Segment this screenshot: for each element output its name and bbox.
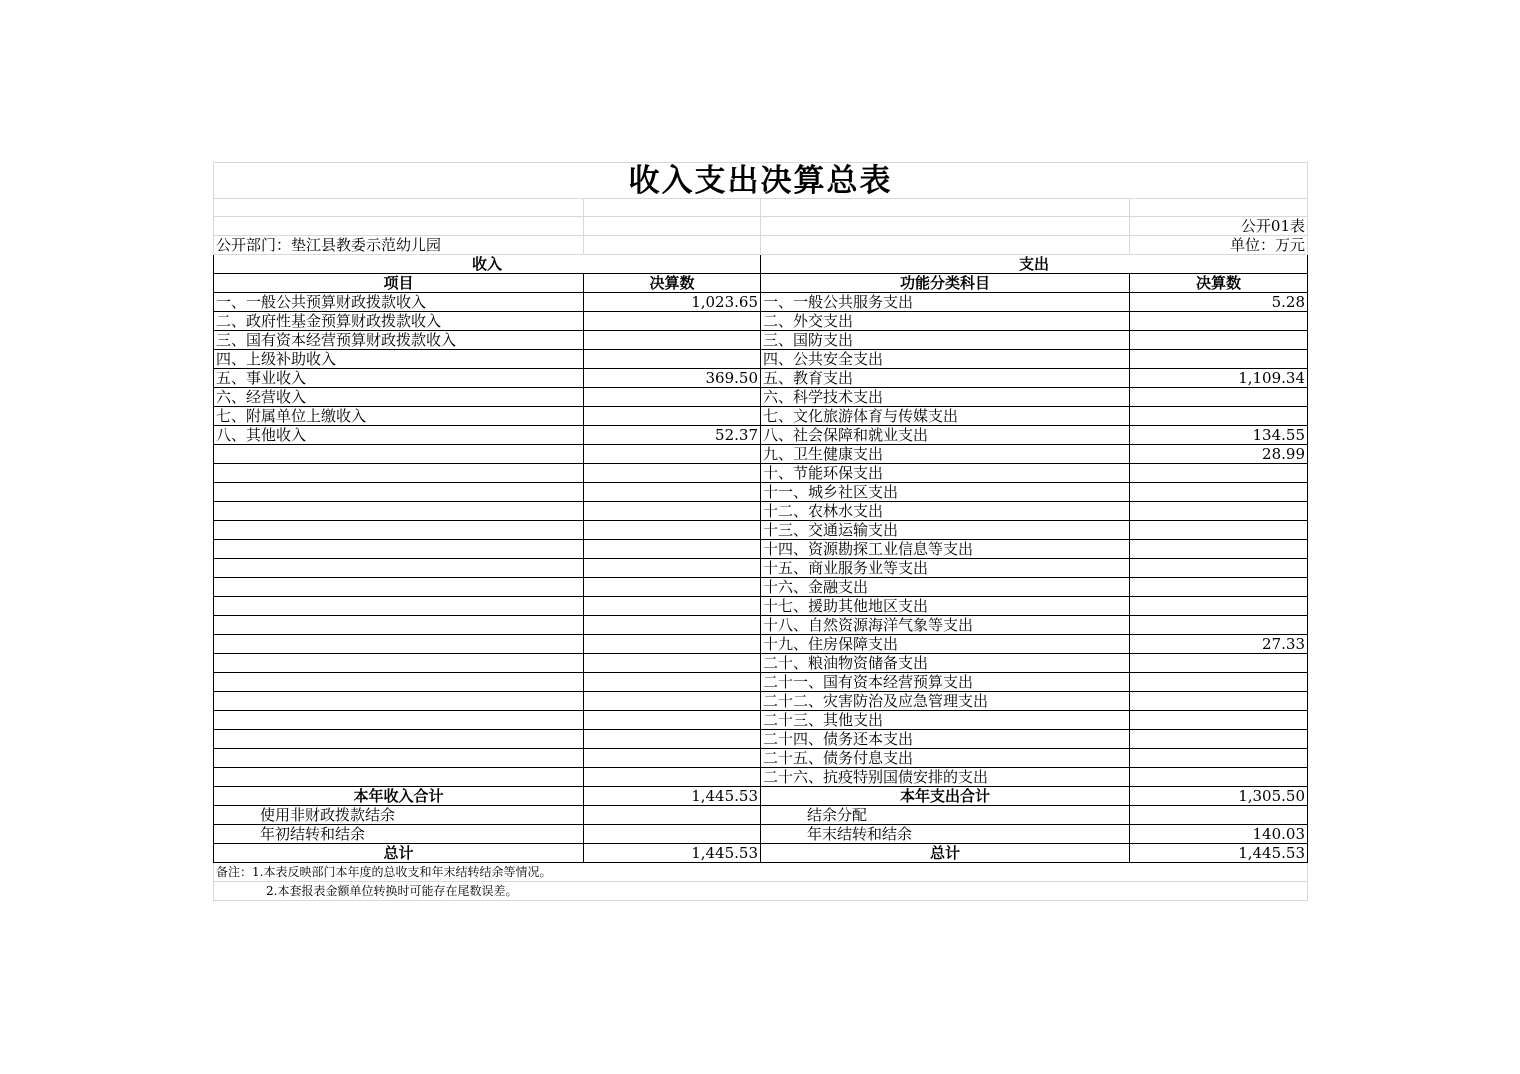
income-amount-cell — [584, 673, 761, 692]
income-item-cell — [214, 711, 584, 730]
expense-item-cell: 二、外交支出 — [761, 312, 1130, 331]
table-row — [214, 293, 1308, 312]
expense-item-cell: 十六、金融支出 — [761, 578, 1130, 597]
income-amount-cell: 52.37 — [584, 426, 761, 445]
expense-amount-cell — [1130, 711, 1308, 730]
table-row — [214, 578, 1308, 597]
income-item-cell: 三、国有资本经营预算财政拨款收入 — [214, 331, 584, 350]
table-row — [214, 331, 1308, 350]
table-row — [214, 350, 1308, 369]
income-amount-cell — [584, 502, 761, 521]
expense-item-cell: 五、教育支出 — [761, 369, 1130, 388]
income-amount-cell: 1,023.65 — [584, 293, 761, 312]
expense-amount-cell — [1130, 407, 1308, 426]
opening-balance-label: 年初结转和结余 — [214, 825, 584, 844]
summary-table — [213, 162, 1308, 901]
expense-amount-cell — [1130, 350, 1308, 369]
opening-balance-value — [584, 825, 761, 844]
closing-balance-label: 年末结转和结余 — [761, 825, 1130, 844]
expense-amount-cell: 28.99 — [1130, 445, 1308, 464]
amount-header-2: 决算数 — [1130, 274, 1308, 293]
table-row — [214, 369, 1308, 388]
expense-amount-cell: 27.33 — [1130, 635, 1308, 654]
income-item-cell: 八、其他收入 — [214, 426, 584, 445]
income-amount-cell — [584, 350, 761, 369]
income-amount-cell — [584, 749, 761, 768]
income-item-cell — [214, 597, 584, 616]
table-row — [214, 388, 1308, 407]
closing-balance-value: 140.03 — [1130, 825, 1308, 844]
expense-amount-cell — [1130, 768, 1308, 787]
income-item-cell — [214, 635, 584, 654]
table-row — [214, 502, 1308, 521]
income-item-cell — [214, 502, 584, 521]
income-amount-cell — [584, 616, 761, 635]
balance-allocation-label: 结余分配 — [761, 806, 1130, 825]
expense-item-cell: 七、文化旅游体育与传媒支出 — [761, 407, 1130, 426]
income-item-cell — [214, 445, 584, 464]
expense-item-cell: 二十一、国有资本经营预算支出 — [761, 673, 1130, 692]
income-amount-cell: 369.50 — [584, 369, 761, 388]
income-amount-cell — [584, 692, 761, 711]
income-subtotal-value: 1,445.53 — [584, 787, 761, 806]
grand-total-expense-value: 1,445.53 — [1130, 844, 1308, 863]
income-item-cell — [214, 616, 584, 635]
table-row — [214, 730, 1308, 749]
income-amount-cell — [584, 445, 761, 464]
income-item-cell — [214, 464, 584, 483]
item-header: 项目 — [214, 274, 584, 293]
income-item-cell — [214, 483, 584, 502]
income-item-cell: 二、政府性基金预算财政拨款收入 — [214, 312, 584, 331]
expense-amount-cell — [1130, 597, 1308, 616]
income-item-cell: 六、经营收入 — [214, 388, 584, 407]
balance-allocation-value — [1130, 806, 1308, 825]
expense-amount-cell: 134.55 — [1130, 426, 1308, 445]
table-number: 公开01表 — [1130, 217, 1308, 236]
func-item-header: 功能分类科目 — [761, 274, 1130, 293]
expense-item-cell: 一、一般公共服务支出 — [761, 293, 1130, 312]
expense-item-cell: 三、国防支出 — [761, 331, 1130, 350]
expense-amount-cell — [1130, 654, 1308, 673]
income-item-cell: 五、事业收入 — [214, 369, 584, 388]
expense-amount-cell — [1130, 521, 1308, 540]
income-amount-cell — [584, 578, 761, 597]
income-amount-cell — [584, 312, 761, 331]
expense-item-cell: 十七、援助其他地区支出 — [761, 597, 1130, 616]
table-row — [214, 692, 1308, 711]
income-amount-cell — [584, 540, 761, 559]
income-amount-cell — [584, 654, 761, 673]
table-row — [214, 635, 1308, 654]
table-row — [214, 673, 1308, 692]
expense-amount-cell — [1130, 331, 1308, 350]
expense-item-cell: 六、科学技术支出 — [761, 388, 1130, 407]
income-amount-cell — [584, 635, 761, 654]
expense-item-cell: 二十四、债务还本支出 — [761, 730, 1130, 749]
expense-item-cell: 二十二、灾害防治及应急管理支出 — [761, 692, 1130, 711]
expense-amount-cell — [1130, 749, 1308, 768]
grand-total-expense-label: 总计 — [761, 844, 1130, 863]
expense-amount-cell — [1130, 540, 1308, 559]
table-row — [214, 597, 1308, 616]
income-subtotal-label: 本年收入合计 — [214, 787, 584, 806]
expense-amount-cell — [1130, 578, 1308, 597]
expense-item-cell: 二十、粮油物资储备支出 — [761, 654, 1130, 673]
expense-item-cell: 十一、城乡社区支出 — [761, 483, 1130, 502]
income-amount-cell — [584, 388, 761, 407]
income-amount-cell — [584, 768, 761, 787]
income-item-cell — [214, 673, 584, 692]
expense-amount-cell — [1130, 388, 1308, 407]
note-2: 2.本套报表金额单位转换时可能存在尾数误差。 — [214, 882, 1308, 901]
expense-item-cell: 十四、资源勘探工业信息等支出 — [761, 540, 1130, 559]
table-row — [214, 426, 1308, 445]
expense-item-cell: 十八、自然资源海洋气象等支出 — [761, 616, 1130, 635]
income-header: 收入 — [214, 255, 761, 274]
income-amount-cell — [584, 483, 761, 502]
expense-amount-cell — [1130, 502, 1308, 521]
expense-item-cell: 八、社会保障和就业支出 — [761, 426, 1130, 445]
expense-item-cell: 十九、住房保障支出 — [761, 635, 1130, 654]
expense-amount-cell — [1130, 464, 1308, 483]
expense-subtotal-label: 本年支出合计 — [761, 787, 1130, 806]
expense-amount-cell — [1130, 559, 1308, 578]
income-item-cell — [214, 540, 584, 559]
expense-amount-cell — [1130, 616, 1308, 635]
income-amount-cell — [584, 711, 761, 730]
department-label: 公开部门：垫江县教委示范幼儿园 — [214, 236, 584, 255]
expense-item-cell: 二十五、债务付息支出 — [761, 749, 1130, 768]
non-fiscal-balance-label: 使用非财政拨款结余 — [214, 806, 584, 825]
expense-amount-cell: 1,109.34 — [1130, 369, 1308, 388]
table-row — [214, 445, 1308, 464]
income-item-cell — [214, 654, 584, 673]
income-amount-cell — [584, 597, 761, 616]
table-row — [214, 559, 1308, 578]
grand-total-income-value: 1,445.53 — [584, 844, 761, 863]
income-amount-cell — [584, 521, 761, 540]
expense-item-cell: 二十六、抗疫特别国债安排的支出 — [761, 768, 1130, 787]
income-amount-cell — [584, 331, 761, 350]
income-amount-cell — [584, 559, 761, 578]
income-item-cell — [214, 521, 584, 540]
table-row — [214, 654, 1308, 673]
unit-label: 单位：万元 — [1130, 236, 1308, 255]
income-item-cell — [214, 578, 584, 597]
non-fiscal-balance-value — [584, 806, 761, 825]
amount-header: 决算数 — [584, 274, 761, 293]
income-item-cell — [214, 730, 584, 749]
expense-item-cell: 二十三、其他支出 — [761, 711, 1130, 730]
income-amount-cell — [584, 407, 761, 426]
table-row — [214, 521, 1308, 540]
expense-item-cell: 十三、交通运输支出 — [761, 521, 1130, 540]
table-row — [214, 540, 1308, 559]
income-item-cell: 四、上级补助收入 — [214, 350, 584, 369]
table-row — [214, 483, 1308, 502]
income-item-cell — [214, 768, 584, 787]
expense-item-cell: 四、公共安全支出 — [761, 350, 1130, 369]
income-item-cell: 七、附属单位上缴收入 — [214, 407, 584, 426]
expense-item-cell: 九、卫生健康支出 — [761, 445, 1130, 464]
income-item-cell — [214, 692, 584, 711]
expense-item-cell: 十二、农林水支出 — [761, 502, 1130, 521]
expense-subtotal-value: 1,305.50 — [1130, 787, 1308, 806]
expense-item-cell: 十、节能环保支出 — [761, 464, 1130, 483]
table-row — [214, 711, 1308, 730]
expense-amount-cell — [1130, 673, 1308, 692]
final-accounts-sheet — [213, 162, 1307, 901]
expense-amount-cell — [1130, 692, 1308, 711]
income-amount-cell — [584, 464, 761, 483]
grand-total-income-label: 总计 — [214, 844, 584, 863]
income-item-cell — [214, 749, 584, 768]
table-row — [214, 407, 1308, 426]
page-title: 收入支出决算总表 — [214, 163, 1308, 199]
income-item-cell: 一、一般公共预算财政拨款收入 — [214, 293, 584, 312]
expense-amount-cell — [1130, 312, 1308, 331]
income-item-cell — [214, 559, 584, 578]
expense-amount-cell: 5.28 — [1130, 293, 1308, 312]
table-row — [214, 464, 1308, 483]
expense-item-cell: 十五、商业服务业等支出 — [761, 559, 1130, 578]
table-row — [214, 616, 1308, 635]
table-row — [214, 768, 1308, 787]
expense-amount-cell — [1130, 483, 1308, 502]
expense-amount-cell — [1130, 730, 1308, 749]
note-1: 备注：1.本表反映部门本年度的总收支和年末结转结余等情况。 — [214, 863, 1308, 882]
table-row — [214, 749, 1308, 768]
income-amount-cell — [584, 730, 761, 749]
expense-header: 支出 — [761, 255, 1308, 274]
table-row — [214, 312, 1308, 331]
